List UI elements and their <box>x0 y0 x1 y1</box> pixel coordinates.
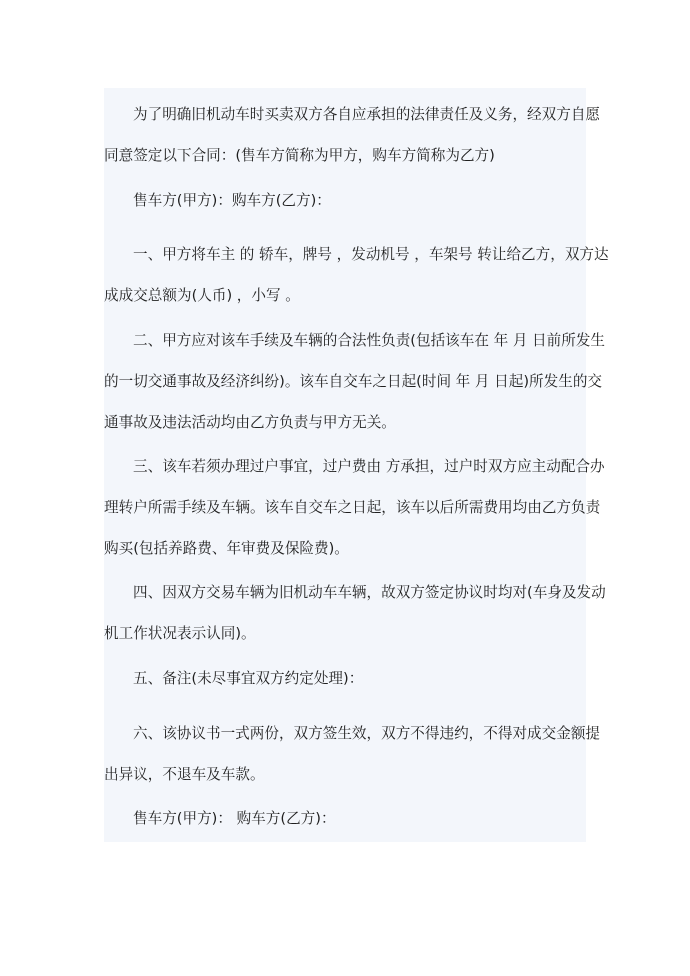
text-line: 为了明确旧机动车时买卖双方各自应承担的法律责任及义务，经双方自愿 <box>133 106 601 123</box>
text-line: 通事故及违法活动均由乙方负责与甲方无关。 <box>104 414 396 431</box>
text-line: 出异议，不退车及车款。 <box>104 766 265 783</box>
text-line: 四、因双方交易车辆为旧机动车车辆，故双方签定协议时均对(车身及发动 <box>133 584 606 601</box>
paragraph-parties-header <box>104 180 586 221</box>
text-line: 二、甲方应对该车手续及车辆的合法性负责(包括该车在 年 月 日前所发生 <box>133 332 606 349</box>
paragraph-clause-3 <box>104 446 605 569</box>
text-line: 三、该车若须办理过户事宜，过户费由 方承担，过户时双方应主动配合办 <box>133 458 605 475</box>
text-line: 售车方(甲方)： 购车方(乙方)： <box>133 810 336 827</box>
text-line: 机工作状况表示认同)。 <box>104 625 256 642</box>
paragraph-clause-4 <box>104 572 606 654</box>
text-line: 一、甲方将车主 的 轿车，牌号 ，发动机号 ，车架号 转让给乙方，双方达 <box>133 246 609 263</box>
text-line: 同意签定以下合同：(售车方简称为甲方，购车方简称为乙方) <box>104 147 495 164</box>
paragraph-clause-6 <box>104 713 601 795</box>
text-line: 购买(包括养路费、年审费及保险费)。 <box>104 540 349 557</box>
text-line: 五、备注(未尽事宜双方约定处理)： <box>133 670 364 687</box>
text-line: 六、该协议书一式两份，双方签生效，双方不得违约，不得对成交金额提 <box>133 725 601 742</box>
text-line: 理转户所需手续及车辆。该车自交车之日起，该车以后所需费用均由乙方负责 <box>104 499 601 516</box>
paragraph-clause-2 <box>104 320 606 443</box>
text-line: 的一切交通事故及经济纠纷)。该车自交车之日起(时间 年 月 日起)所发生的交 <box>104 373 603 390</box>
paragraph-signature <box>104 798 586 839</box>
paragraph-clause-1 <box>104 234 609 316</box>
contract-body <box>104 88 609 842</box>
text-line: 售车方(甲方)：购车方(乙方)： <box>133 192 331 209</box>
text-line: 成成交总额为(人币) ，小写 。 <box>104 287 300 304</box>
paragraph-clause-5 <box>104 658 586 699</box>
paragraph-preamble <box>104 94 601 176</box>
